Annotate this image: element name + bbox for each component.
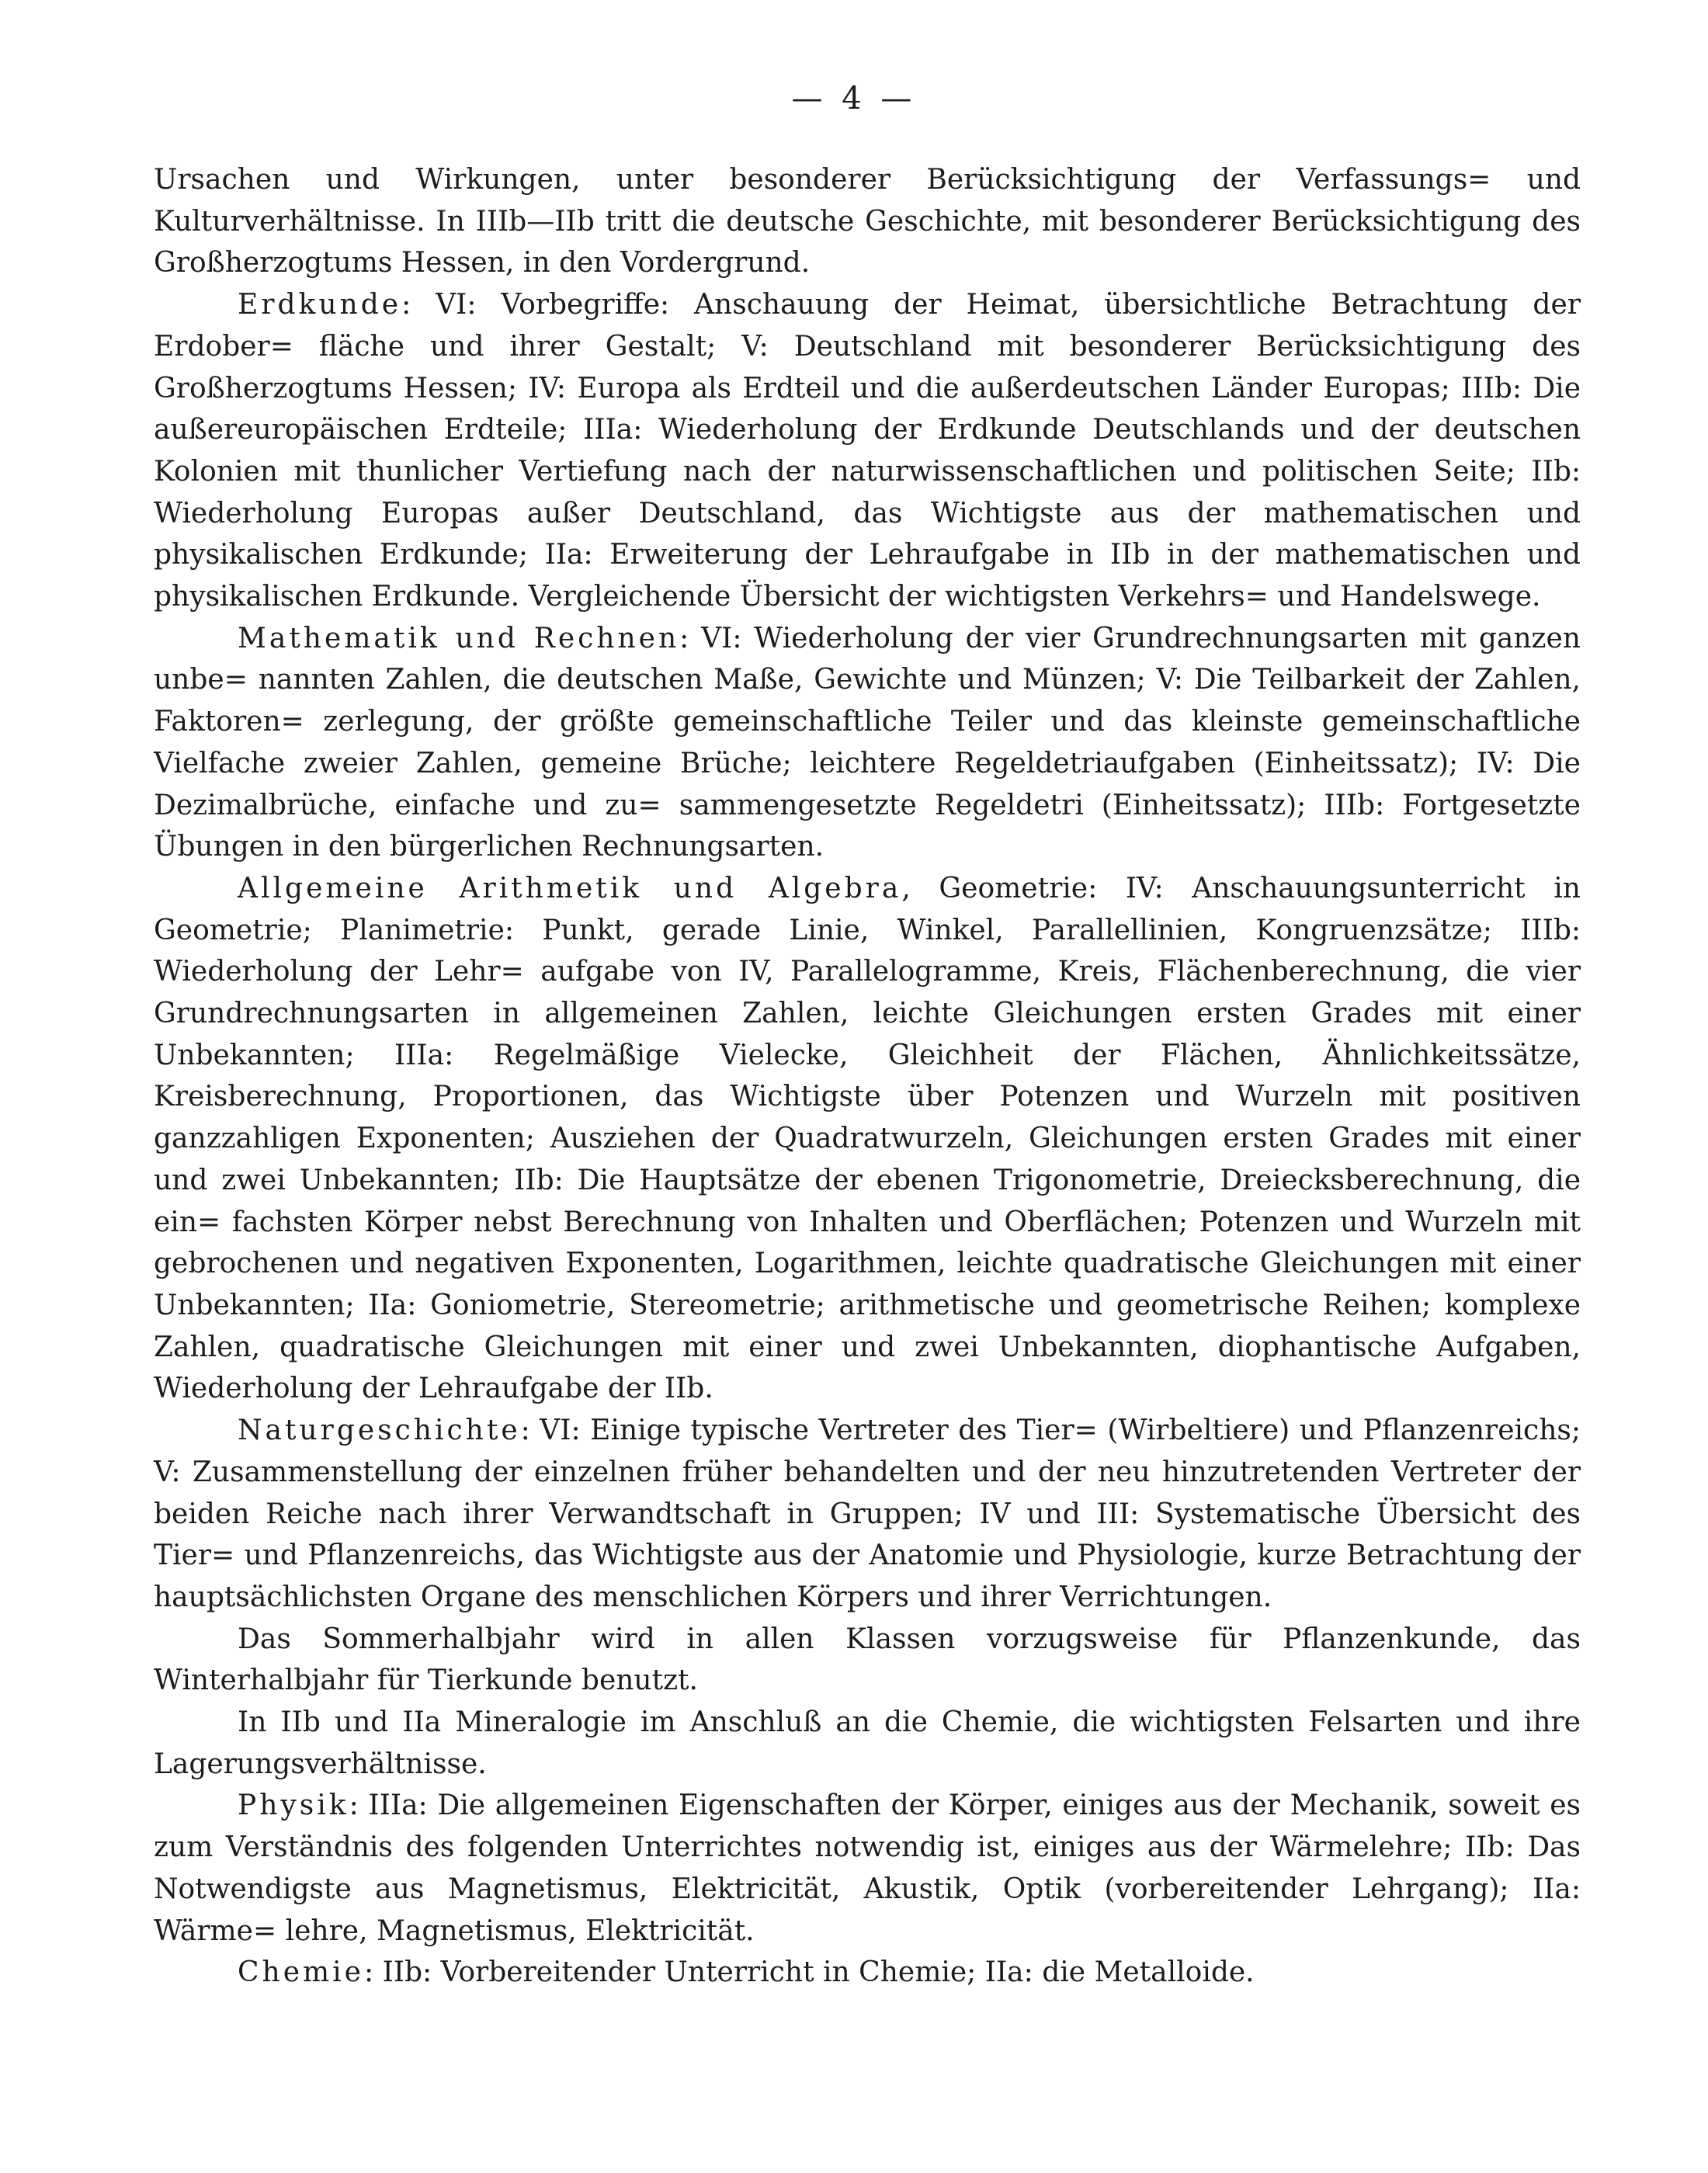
subject-heading: Erdkunde (238, 289, 402, 321)
paragraph-text: : VI: Einige typische Vertreter des Tier= (Wirbeltiere) und Pflanzenreichs; V: Zusammenstellung der einzelnen früher behandelten und der neu hinzutretenden Vertreter der beiden Reiche nach ihrer Verwandtschaft in Gruppen; IV und III: Systematische Übersicht des Tier= und Pflanzenreichs, das Wichtigste aus der Anatomie und Physiologie, kurze Betrachtung der hauptsächlichsten Organe des menschlichen Körpers und ihrer Verrichtungen. (154, 1415, 1581, 1613)
paragraph-mineralogie (154, 1702, 1581, 1785)
page-number: — 4 — (791, 81, 917, 116)
paragraph-physik (154, 1785, 1581, 1952)
subject-heading: Naturgeschichte (238, 1415, 521, 1447)
paragraph-history-end (154, 159, 1581, 284)
paragraph-text: Ursachen und Wirkungen, unter besonderer Berücksichtigung der Verfassungs= und Kulturverhältnisse. In IIIb—IIb tritt die deutsche Geschichte, mit besonderer Berücksichtigung des Großherzogtums Hessen, in den Vordergrund. (154, 164, 1581, 279)
paragraph-mathematik (154, 618, 1581, 868)
body-text (154, 159, 1581, 1994)
paragraph-text: , Geometrie: IV: Anschauungsunterricht in Geometrie; Planimetrie: Punkt, gerade Linie, Winkel, Parallellinien, Kongruenzsätze; IIIb: Wiederholung der Lehr= aufgabe von IV, Parallelogramme, Kreis, Flächenberechnung, die vier Grundrechnungsarten in allgemeinen Zahlen, leichte Gleichungen ersten Grades mit einer Unbekannten; IIIa: Regelmäßige Vielecke, Gleichheit der Flächen, Ähnlichkeitssätze, Kreisberechnung, Proportionen, das Wichtigste über Potenzen und Wurzeln mit positiven ganzzahligen Exponenten; Ausziehen der Quadratwurzeln, Gleichungen ersten Grades mit einer und zwei Unbekannten; IIb: Die Hauptsätze der ebenen Trigonometrie, Dreiecksberechnung, die ein= fachsten Körper nebst Berechnung von Inhalten und Oberflächen; Potenzen und Wurzeln mit gebrochenen und negativen Exponenten, Logarithmen, leichte quadratische Gleichungen mit einer Unbekannten; IIa: Goniometrie, Stereometrie; arithmetische und geometrische Reihen; komplexe Zahlen, quadratische Gleichungen mit einer und zwei Unbekannten, diophantische Aufgaben, Wiederholung der Lehraufgabe der IIb. (154, 872, 1581, 1405)
paragraph-naturgeschichte (154, 1410, 1581, 1619)
paragraph-text: Das Sommerhalbjahr wird in allen Klassen vorzugsweise für Pflanzenkunde, das Winterhalbjahr für Tierkunde benutzt. (154, 1623, 1581, 1697)
subject-heading: Allgemeine Arithmetik und Algebra (238, 872, 902, 904)
paragraph-erdkunde (154, 284, 1581, 618)
paragraph-arithmetik-geometrie (154, 868, 1581, 1410)
paragraph-text: : IIIa: Die allgemeinen Eigenschaften der Körper, einiges aus der Mechanik, soweit es zum Verständnis des folgenden Unterrichtes notwendig ist, einiges aus der Wärmelehre; IIb: Das Notwendigste aus Magnetismus, Elektricität, Akustik, Optik (vorbereitender Lehrgang); IIa: Wärme= lehre, Magnetismus, Elektricität. (154, 1789, 1581, 1947)
paragraph-sommerhalbjahr (154, 1619, 1581, 1702)
paragraph-text: In IIb und IIa Mineralogie im Anschluß an die Chemie, die wichtigsten Felsarten und ihre Lagerungsverhältnisse. (154, 1706, 1581, 1780)
subject-heading: Physik (238, 1789, 349, 1822)
subject-heading: Chemie (238, 1956, 364, 1989)
paragraph-text: : VI: Vorbegriffe: Anschauung der Heimat, übersichtliche Betrachtung der Erdober= fläche und ihrer Gestalt; V: Deutschland mit besonderer Berücksichtigung des Großherzogtums Hessen; IV: Europa als Erdteil und die außerdeutschen Länder Europas; IIIb: Die außereuropäischen Erdteile; IIIa: Wiederholung der Erdkunde Deutschlands und der deutschen Kolonien mit thunlicher Vertiefung nach der naturwissenschaftlichen und politischen Seite; IIb: Wiederholung Europas außer Deutschland, das Wichtigste aus der mathematischen und physikalischen Erdkunde; IIa: Erweiterung der Lehraufgabe in IIb in der mathematischen und physikalischen Erdkunde. Vergleichende Übersicht der wichtigsten Verkehrs= und Handelswege. (154, 289, 1581, 613)
subject-heading: Mathematik und Rechnen (238, 622, 680, 654)
paragraph-text: : IIb: Vorbereitender Unterricht in Chemie; IIa: die Metalloide. (364, 1956, 1255, 1989)
paragraph-chemie (154, 1952, 1581, 1994)
paragraph-text: : VI: Wiederholung der vier Grundrechnungsarten mit ganzen unbe= nannten Zahlen, die deutschen Maße, Gewichte und Münzen; V: Die Teilbarkeit der Zahlen, Faktoren= zerlegung, der größte gemeinschaftliche Teiler und das kleinste gemeinschaftliche Vielfache zweier Zahlen, gemeine Brüche; leichtere Regeldetriaufgaben (Einheitssatz); IV: Die Dezimalbrüche, einfache und zu= sammengesetzte Regeldetri (Einheitssatz); IIIb: Fortgesetzte Übungen in den bürgerlichen Rechnungsarten. (154, 622, 1581, 863)
